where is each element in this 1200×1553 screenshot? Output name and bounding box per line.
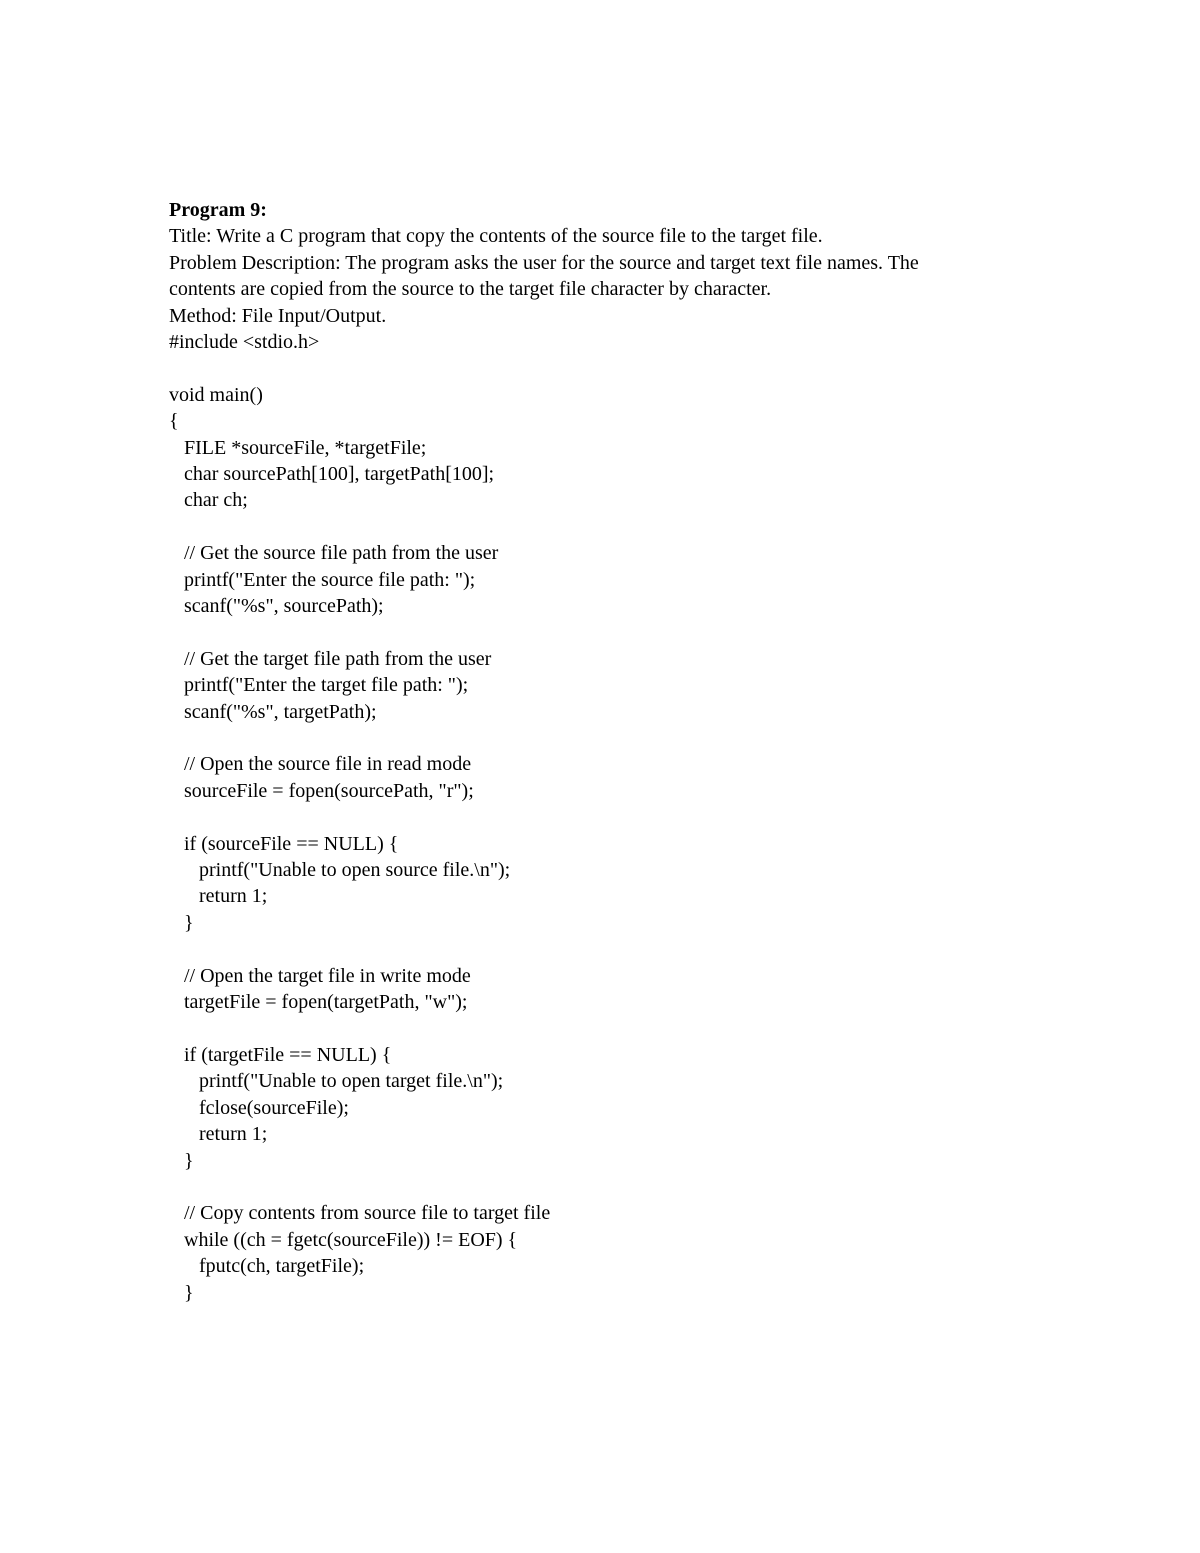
code-line: // Get the target file path from the user <box>169 647 492 670</box>
problem-description-line-2: contents are copied from the source to the target file character by character. <box>169 278 772 301</box>
code-line: char ch; <box>169 489 248 512</box>
code-line: // Get the source file path from the user <box>169 542 499 565</box>
code-line: // Open the target file in write mode <box>169 964 471 987</box>
code-line <box>169 514 1049 540</box>
code-line: return 1; <box>169 1123 268 1146</box>
code-line <box>169 804 1049 830</box>
code-line: fclose(sourceFile); <box>169 1096 349 1119</box>
code-line: } <box>169 1281 194 1304</box>
code-line: while ((ch = fgetc(sourceFile)) != EOF) { <box>169 1228 518 1251</box>
code-line: printf("Unable to open target file.\n"); <box>169 1070 504 1093</box>
problem-description-line-1: Problem Description: The program asks the user for the source and target text file names. The <box>169 251 919 274</box>
code-line: printf("Enter the target file path: "); <box>169 674 469 697</box>
document-body <box>169 197 1049 1306</box>
code-line: // Copy contents from source file to target file <box>169 1202 551 1225</box>
code-line: } <box>169 911 194 934</box>
code-line <box>169 355 1049 381</box>
code-line: if (targetFile == NULL) { <box>169 1043 392 1066</box>
code-line: FILE *sourceFile, *targetFile; <box>169 436 427 459</box>
code-line: return 1; <box>169 885 268 908</box>
method-line: Method: File Input/Output. <box>169 304 387 327</box>
program-title: Title: Write a C program that copy the contents of the source file to the target file. <box>169 225 823 248</box>
code-line: printf("Unable to open source file.\n"); <box>169 859 511 882</box>
code-line: targetFile = fopen(targetPath, "w"); <box>169 991 468 1014</box>
program-heading: Program 9: <box>169 199 267 221</box>
code-line <box>169 619 1049 645</box>
code-line <box>169 936 1049 962</box>
code-listing <box>169 329 1049 1306</box>
code-line <box>169 1016 1049 1042</box>
code-line <box>169 1174 1049 1200</box>
code-line: sourceFile = fopen(sourcePath, "r"); <box>169 779 474 802</box>
code-line: } <box>169 1149 194 1172</box>
code-line: if (sourceFile == NULL) { <box>169 832 399 855</box>
code-line: scanf("%s", sourcePath); <box>169 595 384 618</box>
code-line: printf("Enter the source file path: "); <box>169 568 476 591</box>
code-line: #include <stdio.h> <box>169 331 320 354</box>
code-line: scanf("%s", targetPath); <box>169 700 377 723</box>
code-line: fputc(ch, targetFile); <box>169 1255 365 1278</box>
code-line <box>169 725 1049 751</box>
code-line: // Open the source file in read mode <box>169 753 472 776</box>
code-line: void main() <box>169 383 263 406</box>
code-line: char sourcePath[100], targetPath[100]; <box>169 463 495 486</box>
code-line: { <box>169 410 179 433</box>
